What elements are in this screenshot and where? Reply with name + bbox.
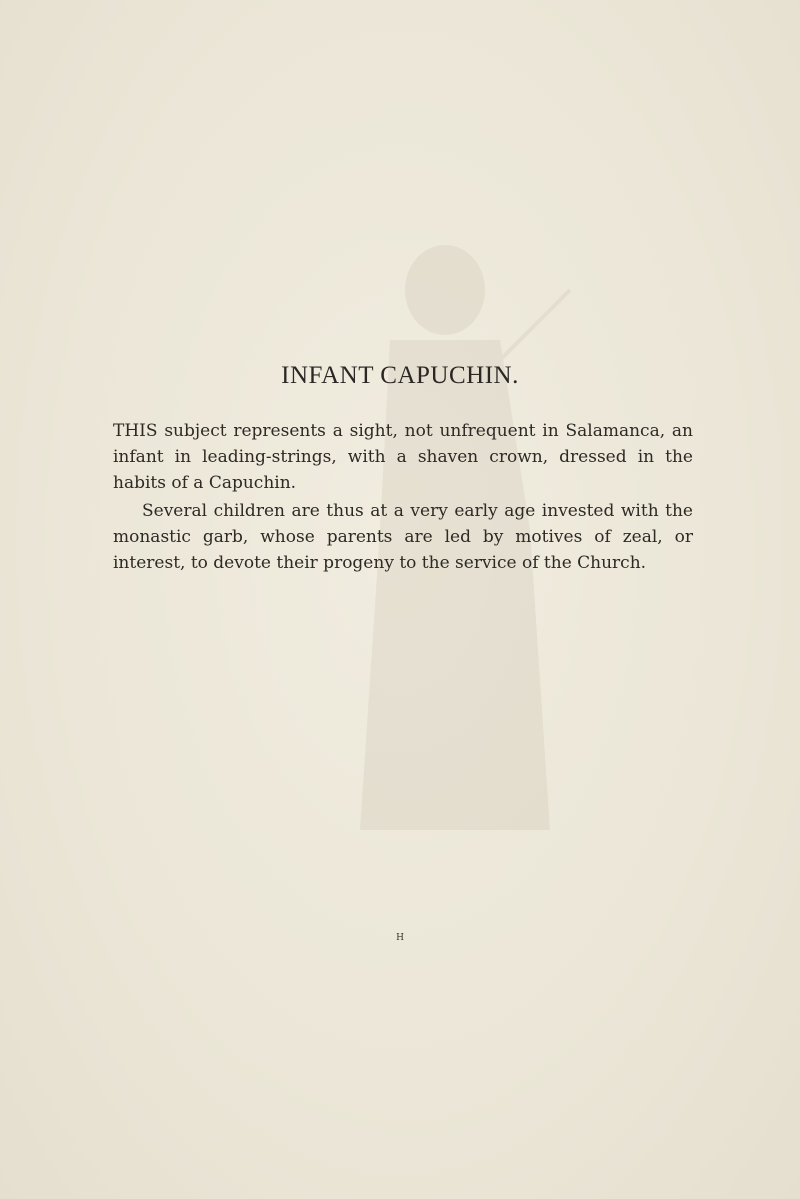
signature-mark: H: [396, 933, 404, 943]
page-title: INFANT CAPUCHIN.: [281, 362, 519, 389]
paragraph-1: THIS subject represents a sight, not unfrequent in Salamanca, an infant in leading-strings, with a shaven crown, dressed in the habits of a Capuchin.: [113, 421, 693, 493]
body-text: [113, 418, 693, 576]
paragraph-2: Several children are thus at a very early age invested with the monastic garb, whose parents are led by motives of zeal, or interest, to devote their progeny to the service of the Church.: [113, 501, 693, 573]
